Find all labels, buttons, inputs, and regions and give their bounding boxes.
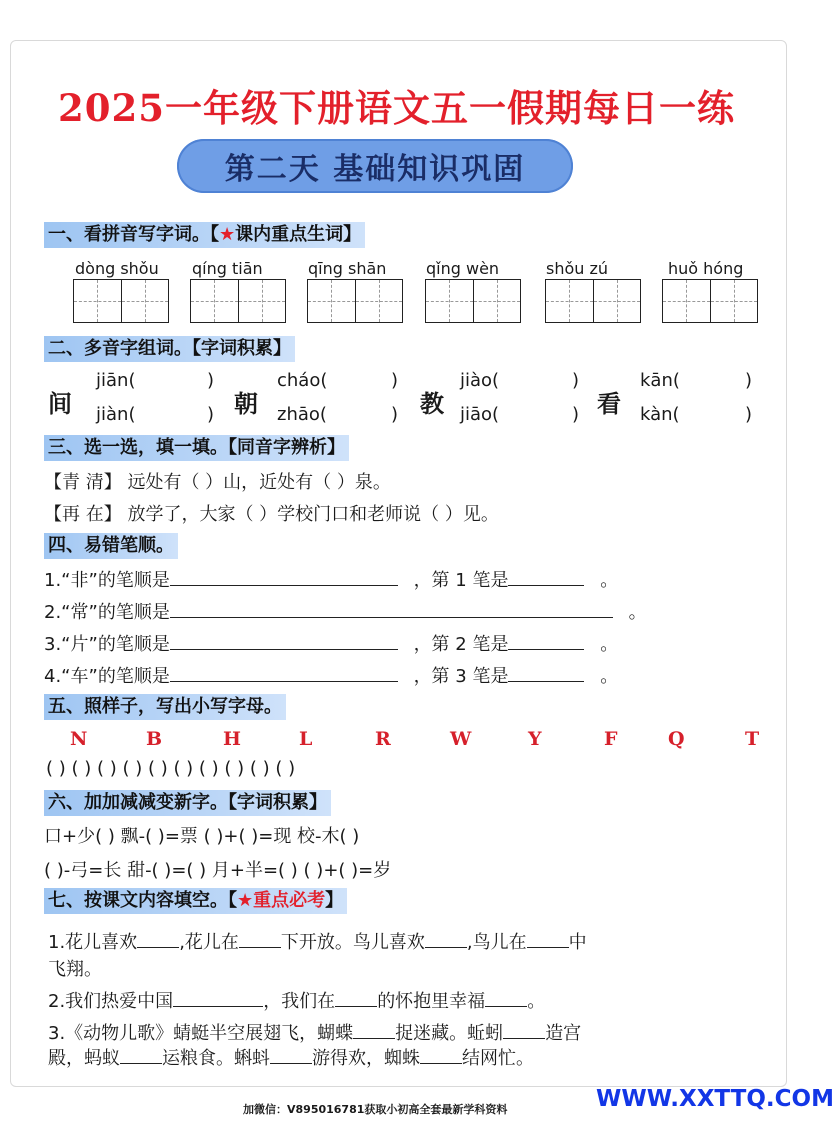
polyphone-close-4b: ) [745,404,753,425]
writing-grid-6[interactable] [662,279,758,323]
char-math-line-2: ( )-弓=长 甜-( )=( ) 月+半=( ) ( )+( )=岁 [44,860,392,881]
letter-q: Q [668,728,685,750]
letter-h: H [223,728,241,750]
stroke-blank-1[interactable] [170,567,398,586]
letter-b: B [146,728,163,750]
fill-blank[interactable] [335,988,377,1007]
stroke-blank-4[interactable] [170,663,398,682]
stroke-line-4: 4.“车”的笔顺是 ，第 3 笔是 。 [44,662,618,688]
star-icon: ★ [219,224,236,245]
homophone-line-2: 【再 在】 放学了，大家（ ）学校门口和老师说（ ）见。 [44,504,499,525]
stroke-number-blank-4[interactable] [508,663,584,682]
star-icon: ★ [237,890,254,911]
footer-note: 加微信：V895016781获取小初高全套最新学科资料 [243,1103,508,1116]
section-3-heading: 三、选一选，填一填。【同音字辨析】 [44,435,349,461]
letter-w: W [450,728,472,750]
fill-line-2: 2.我们热爱中国 ，我们在 的怀抱里幸福 。 [48,987,545,1013]
letter-t: T [745,728,760,750]
fill-blank[interactable] [120,1045,162,1064]
letter-l: L [299,728,313,750]
fill-blank[interactable] [420,1045,462,1064]
fill-blank[interactable] [137,929,179,948]
fill-line-1-cont: 飞翔。 [48,959,102,980]
polyphone-close-1b: ) [207,404,215,425]
subtitle-banner [177,139,573,193]
fill-line-3: 3.《动物儿歌》蜻蜓半空展翅飞，蝴蝶 捉迷藏。蚯蚓 造宫 [48,1019,581,1045]
fill-blank[interactable] [270,1045,312,1064]
polyphone-reading-1b: jiàn( [96,404,136,425]
stroke-blank-3[interactable] [170,631,398,650]
letter-y: Y [528,728,542,750]
polyphone-close-2a: ) [391,370,399,391]
char-math-line-1: 口+少( ) 飘-( )=票 ( )+( )=现 校-木( ) [44,826,360,847]
stroke-line-1: 1.“非”的笔顺是 ，第 1 笔是 。 [44,566,618,592]
page-title: 2025一年级下册语文五一假期每日一练 [58,86,735,130]
polyphone-reading-1a: jiān( [96,370,136,391]
polyphone-close-1a: ) [207,370,215,391]
polyphone-close-4a: ) [745,370,753,391]
pinyin-4: qǐng wèn [426,259,500,278]
stroke-line-3: 3.“片”的笔顺是 ，第 2 笔是 。 [44,630,618,656]
section-1-heading: 一、看拼音写字词。【★课内重点生词】 [44,222,365,248]
writing-grid-3[interactable] [307,279,403,323]
stroke-blank-2[interactable] [170,599,613,618]
letter-answer-blanks[interactable]: ( ) ( ) ( ) ( ) ( ) ( ) ( ) ( ) ( ) ( ) [46,758,296,779]
fill-blank[interactable] [239,929,281,948]
section-5-heading: 五、照样子，写出小写字母。 [44,694,286,720]
polyphone-reading-2a: cháo( [277,370,328,391]
stroke-number-blank-3[interactable] [508,631,584,650]
writing-grid-4[interactable] [425,279,521,323]
fill-blank[interactable] [503,1020,545,1039]
polyphone-reading-4b: kàn( [640,404,680,425]
polyphone-char-2: 朝 [234,390,258,418]
polyphone-close-3a: ) [572,370,580,391]
letter-n: N [70,728,88,750]
stroke-line-2: 2.“常”的笔顺是 。 [44,598,647,624]
letter-r: R [375,728,391,750]
fill-blank[interactable] [173,988,263,1007]
footer-brand-link[interactable]: WWW.XXTTQ.COM [596,1086,834,1112]
homophone-line-1: 【青 清】 远处有（ ）山，近处有（ ）泉。 [44,472,391,493]
section-4-heading: 四、易错笔顺。 [44,533,178,559]
fill-blank[interactable] [485,988,527,1007]
section-2-heading: 二、多音字组词。【字词积累】 [44,336,295,362]
pinyin-1: dòng shǒu [75,259,159,278]
writing-grid-1[interactable] [73,279,169,323]
fill-blank[interactable] [425,929,467,948]
polyphone-reading-4a: kān( [640,370,680,391]
pinyin-2: qíng tiān [192,259,263,278]
writing-grid-2[interactable] [190,279,286,323]
polyphone-reading-3b: jiāo( [460,404,500,425]
pinyin-6: huǒ hóng [668,259,744,278]
letter-f: F [604,728,618,750]
polyphone-char-3: 教 [420,390,444,418]
stroke-number-blank-1[interactable] [508,567,584,586]
pinyin-3: qīng shān [308,259,387,278]
fill-line-1: 1.花儿喜欢 ,花儿在 下开放。鸟儿喜欢 ,鸟儿在 中 [48,928,587,954]
subtitle: 第二天 基础知识巩固 [224,152,526,187]
polyphone-reading-2b: zhāo( [277,404,327,425]
fill-blank[interactable] [527,929,569,948]
polyphone-char-4: 看 [597,390,621,418]
polyphone-close-2b: ) [391,404,399,425]
polyphone-close-3b: ) [572,404,580,425]
section-7-heading: 七、按课文内容填空。【★重点必考】 [44,888,347,914]
polyphone-reading-3a: jiào( [460,370,500,391]
fill-line-4: 殿，蚂蚁 运粮食。蝌蚪 游得欢，蜘蛛 结网忙。 [48,1044,534,1070]
pinyin-5: shǒu zú [546,259,609,278]
section-6-heading: 六、加加减减变新字。【字词积累】 [44,790,331,816]
writing-grid-5[interactable] [545,279,641,323]
polyphone-char-1: 间 [48,390,72,418]
fill-blank[interactable] [353,1020,395,1039]
